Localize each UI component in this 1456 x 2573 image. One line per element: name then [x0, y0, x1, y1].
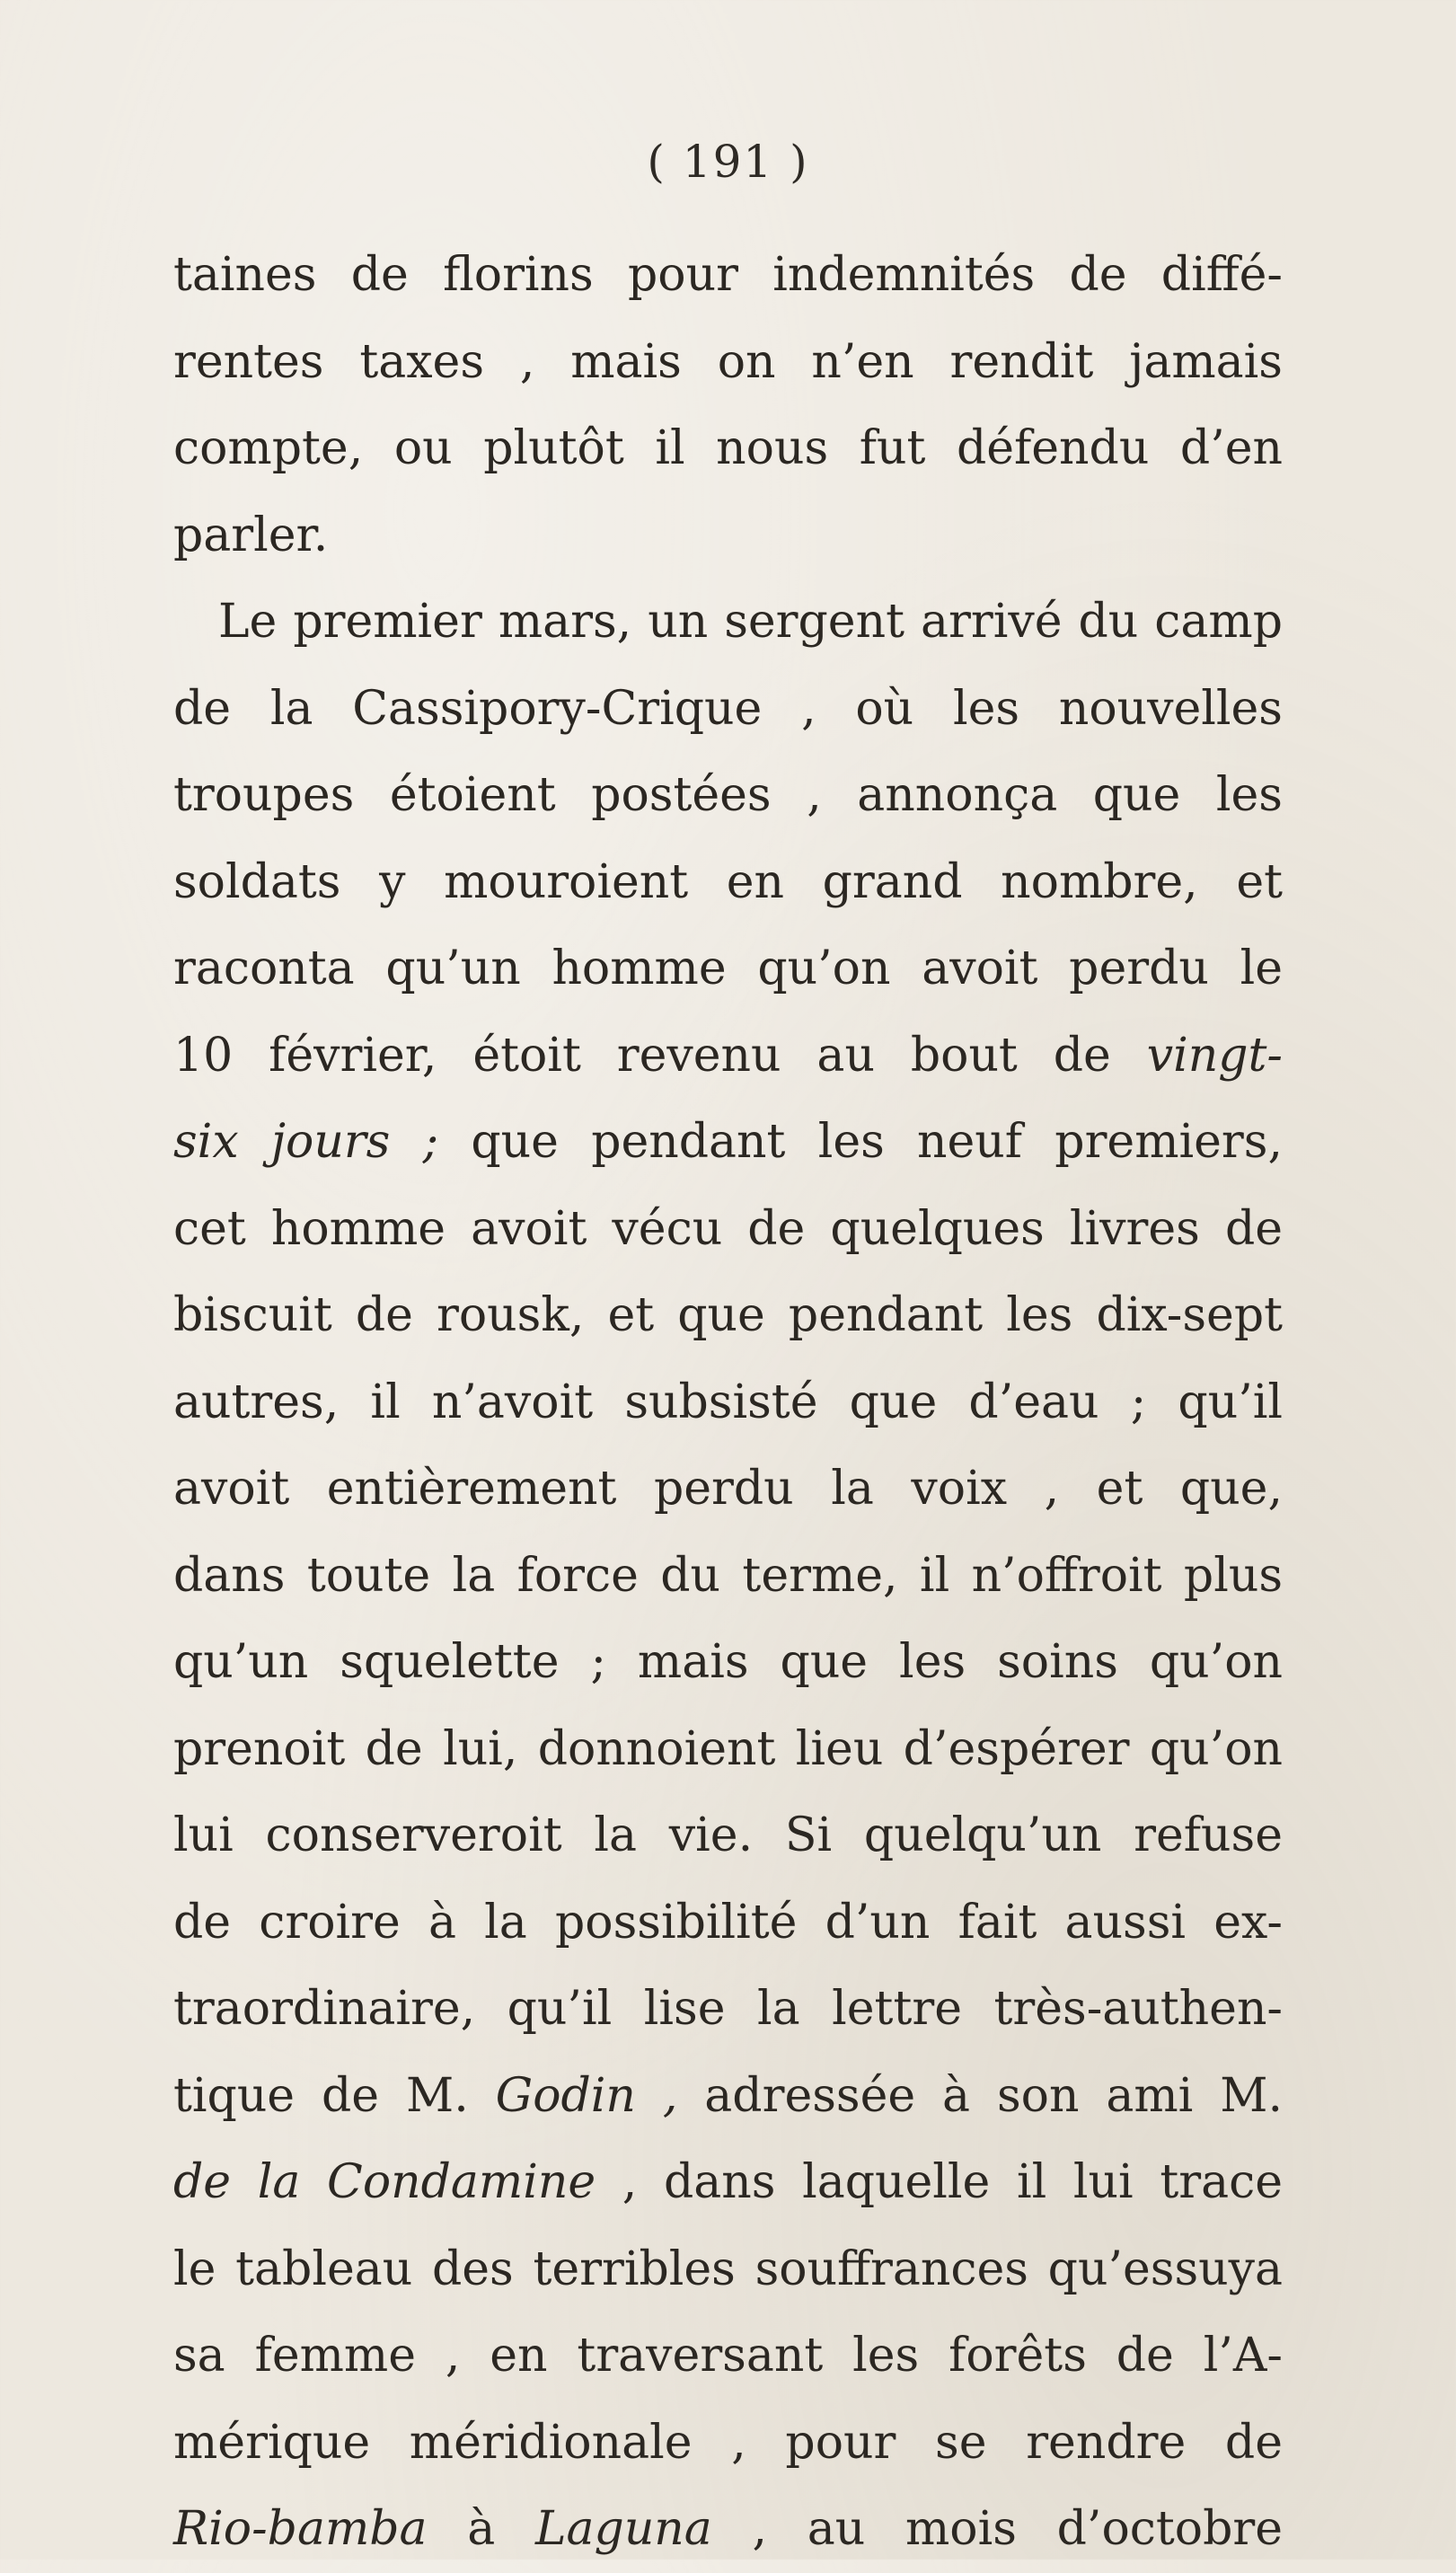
text-line: [173, 2312, 1283, 2400]
text-line: [173, 1706, 1283, 1793]
italic-text-segment: vingt-: [1146, 1028, 1283, 1083]
text-line: [173, 1099, 1283, 1186]
text-line: [173, 2053, 1283, 2140]
text-line: [173, 752, 1283, 839]
text-segment: de croire à la possibilité d’un fait aussi ex-: [173, 1895, 1283, 1950]
page-number: ( 191 ): [647, 136, 809, 188]
text-line: [173, 492, 1283, 579]
text-segment: taines de florins pour indemnités de diffé-: [173, 248, 1283, 302]
text-segment: tique de M.: [173, 2068, 496, 2123]
text-segment: mérique méridionale , pour se rendre de: [173, 2415, 1283, 2470]
text-line: [173, 319, 1283, 406]
text-segment: lui conserveroit la vie. Si quelqu’un refuse: [173, 1808, 1283, 1862]
text-line: [173, 2139, 1283, 2226]
text-line: [173, 232, 1283, 319]
text-segment: dans toute la force du terme, il n’offroit plus: [173, 1548, 1283, 1603]
text-segment: soldats y mouroient en grand nombre, et: [173, 854, 1283, 909]
text-line: [173, 1272, 1283, 1359]
text-segment: adressée à son ami M.: [677, 2068, 1284, 2123]
text-segment: compte, ou plutôt il nous fut défendu d’en: [173, 421, 1283, 475]
text-segment: troupes étoient postées , annonça que les: [173, 768, 1283, 822]
text-line: [173, 666, 1283, 753]
body-text: [173, 232, 1283, 2573]
text-line: [173, 1446, 1283, 1533]
text-segment: cet homme avoit vécu de quelques livres de: [173, 1201, 1283, 1256]
text-segment: que pendant les neuf premiers,: [438, 1115, 1283, 1169]
text-segment: de la Cassipory-Crique , où les nouvelles: [173, 681, 1283, 736]
text-segment: le tableau des terribles souffrances qu’essuya: [173, 2241, 1283, 2296]
text-segment: qu’un squelette ; mais que les soins qu’on: [173, 1635, 1283, 1689]
text-segment: à: [427, 2502, 535, 2556]
text-line: [173, 1792, 1283, 1879]
italic-text-segment: six jours ;: [173, 1115, 439, 1169]
text-segment: Le premier mars, un sergent arrivé du camp: [218, 595, 1283, 649]
text-line: [173, 2226, 1283, 2313]
italic-text-segment: Laguna: [535, 2502, 712, 2556]
text-line: [173, 1186, 1283, 1273]
text-line: [173, 1966, 1283, 2053]
text-segment: traordinaire, qu’il lise la lettre très-authen-: [173, 1982, 1283, 2036]
text-line: [173, 1359, 1283, 1446]
text-segment: raconta qu’un homme qu’on avoit perdu le: [173, 942, 1283, 995]
italic-text-segment: Godin ,: [495, 2068, 678, 2123]
text-line: [173, 839, 1283, 926]
text-line: [173, 1879, 1283, 1967]
text-segment: biscuit de rousk, et que pendant les dix-sept: [173, 1288, 1283, 1342]
text-segment: prenoit de lui, donnoient lieu d’espérer qu’on: [173, 1721, 1283, 1776]
text-line: [173, 1619, 1283, 1706]
text-segment: , dans laquelle il lui trace: [596, 2155, 1283, 2209]
text-line: [173, 2486, 1283, 2573]
text-line: [173, 925, 1283, 1012]
text-line: [173, 1533, 1283, 1620]
text-segment: , au mois d’octobre: [711, 2502, 1284, 2556]
text-line: [173, 579, 1283, 666]
text-line: [173, 2400, 1283, 2487]
italic-text-segment: de la Condamine: [173, 2155, 596, 2209]
text-segment: 10 février, étoit revenu au bout de: [173, 1028, 1147, 1083]
text-line: [173, 1012, 1283, 1100]
text-segment: parler.: [173, 508, 329, 562]
text-segment: rentes taxes , mais on n’en rendit jamais: [173, 334, 1283, 389]
text-segment: autres, il n’avoit subsisté que d’eau ; qu’il: [173, 1375, 1283, 1429]
italic-text-segment: Rio-bamba: [173, 2502, 428, 2556]
text-line: [173, 405, 1283, 492]
text-segment: avoit entièrement perdu la voix , et que,: [173, 1462, 1283, 1516]
text-segment: sa femme , en traversant les forêts de l’A-: [173, 2329, 1283, 2383]
